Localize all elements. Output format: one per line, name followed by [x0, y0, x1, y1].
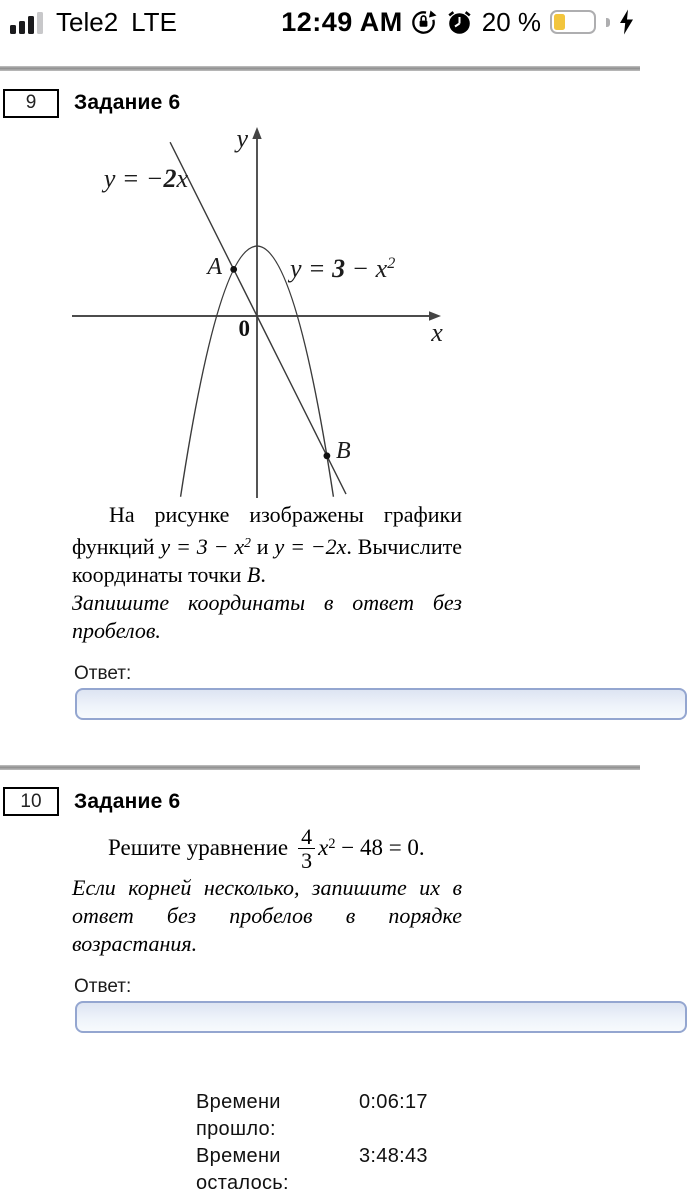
svg-text:y = 3 − x2: $y = 3 - x^2$	[290, 254, 396, 283]
equation-variable: x	[318, 835, 329, 861]
task-10	[0, 787, 640, 1033]
answer-label: Ответ:	[74, 662, 132, 684]
fraction-numerator: 4	[301, 823, 313, 849]
section-divider	[0, 66, 640, 71]
status-bar	[0, 0, 640, 44]
problem-note: Если корней несколько, запишите их в ответ без пробелов в порядке возрастания.	[72, 875, 462, 956]
elapsed-time-label: Времени прошло:	[196, 1091, 281, 1140]
remaining-time-label: Времени осталось:	[196, 1145, 289, 1194]
fraction	[298, 825, 315, 872]
task-9	[0, 88, 640, 720]
equation-rest: − 48 = 0.	[335, 835, 425, 861]
network-type-label: LTE	[131, 6, 177, 37]
answer-input-task10[interactable]	[75, 1001, 687, 1033]
task-number-badge: 10	[3, 787, 59, 816]
battery-cap	[606, 18, 610, 27]
svg-text:B: B	[336, 438, 351, 464]
alarm-icon	[446, 9, 473, 36]
task-10-header	[3, 787, 640, 817]
carrier-label: Tele2	[56, 6, 119, 37]
svg-text:x: x	[431, 318, 443, 347]
signal-strength-icon	[10, 12, 43, 34]
function-graph	[70, 125, 640, 501]
svg-text:0: 0	[238, 316, 250, 341]
fraction-denominator: 3	[298, 848, 315, 872]
task-9-header	[3, 88, 640, 118]
answer-label: Ответ:	[74, 976, 132, 997]
timer-panel	[196, 1089, 640, 1197]
remaining-time-value: 3:48:43	[359, 1145, 428, 1167]
problem-statement	[72, 501, 462, 645]
problem-note: Запишите координаты в ответ без пробелов.	[72, 589, 462, 643]
clock: 12:49 AM	[281, 6, 403, 37]
charging-bolt-icon	[619, 9, 634, 35]
equation-exponent: 2	[328, 836, 336, 853]
equation	[72, 825, 462, 872]
task-number-badge: 9	[3, 89, 59, 118]
task-title: Задание 6	[74, 789, 181, 813]
problem-text: На рисунке изображены графики функций $y = 3 - x^2$ и y = −2x. Вычислите координаты точки B.	[72, 502, 462, 587]
rotation-lock-icon	[410, 9, 437, 36]
battery-percent-label: 20 %	[481, 6, 541, 37]
equation-lead: Решите уравнение	[108, 835, 289, 861]
problem-statement	[72, 874, 462, 958]
answer-input-task9[interactable]	[75, 688, 687, 720]
task-title: Задание 6	[74, 91, 181, 114]
svg-text:y = −2x: y = −2x	[103, 164, 188, 193]
battery-fill	[554, 14, 565, 30]
elapsed-time-value: 0:06:17	[359, 1091, 428, 1113]
svg-text:y: y	[236, 124, 248, 153]
svg-text:A: A	[207, 254, 222, 280]
section-divider	[0, 765, 640, 770]
battery-icon	[550, 10, 596, 34]
